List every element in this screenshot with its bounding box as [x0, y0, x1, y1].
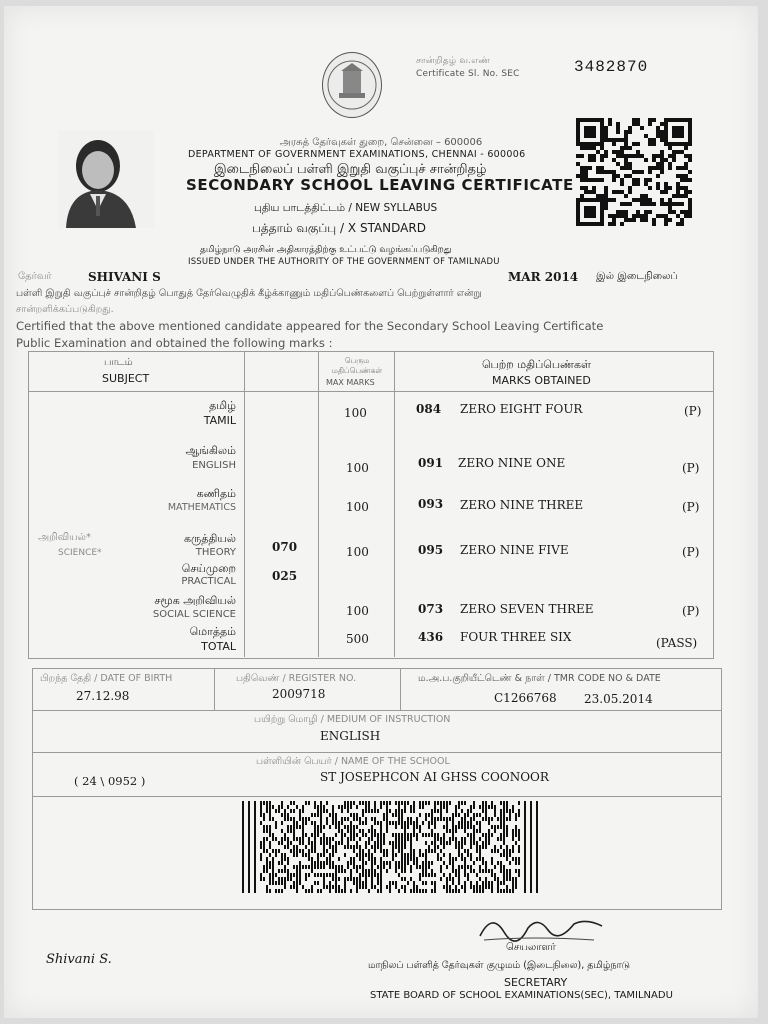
- practical-ta: செய்முறை: [181, 562, 236, 575]
- tmr-code: C1266768: [494, 691, 557, 705]
- department-ta: அரசுத் தேர்வுகள் துறை, சென்னை – 600006: [279, 137, 483, 148]
- pdf417-barcode: [242, 801, 540, 893]
- total-marks: 436: [418, 630, 444, 644]
- dob-label: பிறந்த தேதி / DATE OF BIRTH: [40, 673, 173, 684]
- subject-name: MATHEMATICS: [167, 502, 236, 513]
- board-name: STATE BOARD OF SCHOOL EXAMINATIONS(SEC), TAMILNADU: [370, 990, 673, 1001]
- subject-ta: ஆங்கிலம்: [185, 444, 236, 457]
- obtained-header: MARKS OBTAINED: [492, 374, 591, 387]
- practical-label: PRACTICAL: [181, 576, 236, 587]
- holder-signature: Shivani S.: [46, 952, 112, 967]
- standard: பத்தாம் வகுப்பு / X STANDARD: [252, 221, 426, 235]
- school-code: ( 24 \ 0952 ): [74, 774, 146, 788]
- statement-ta-line1: பள்ளி இறுதி வகுப்புச் சான்றிதழ் பொதுத் தேர்வெழுதிக் கீழ்க்காணும் மதிப்பெண்களைப் பெற்றுள்ளார் என்று: [16, 288, 482, 299]
- register-number: 2009718: [272, 687, 326, 701]
- issued-under-ta: தமிழ்நாடு அரசின் அதிகாரத்திற்கு உட்பட்டு வழங்கப்படுகிறது: [200, 245, 452, 255]
- marks-in-words: ZERO SEVEN THREE: [460, 602, 594, 616]
- subject-ta: கணிதம்: [196, 487, 236, 500]
- subject-name: ENGLISH: [192, 460, 236, 471]
- marks-obtained: 073: [418, 602, 444, 616]
- exam-session: MAR 2014: [508, 270, 579, 284]
- syllabus: புதிய பாடத்திட்டம் / NEW SYLLABUS: [254, 202, 438, 214]
- total-label: TOTAL: [201, 640, 236, 653]
- theory-marks: 070: [272, 540, 298, 554]
- statement-ta-line2: சான்றளிக்கப்படுகிறது.: [16, 304, 114, 315]
- marks-in-words: ZERO NINE THREE: [460, 498, 584, 512]
- max-header: MAX MARKS: [326, 378, 375, 387]
- total-result: (PASS): [656, 636, 698, 650]
- max-header-ta: பெரும மதிப்பெண்கள்: [331, 356, 383, 375]
- science-group-ta: அறிவியல்*: [38, 532, 91, 543]
- qr-code: [576, 118, 694, 228]
- statement-en-line2: Public Examination and obtained the following marks :: [16, 336, 333, 350]
- result: (P): [682, 461, 700, 475]
- subject-ta: சமூக அறிவியல்: [154, 594, 236, 607]
- serial-label-ta: சான்றிதழ் வ.எண்: [416, 56, 491, 66]
- marks-obtained: 084: [416, 402, 442, 416]
- school-name: ST JOSEPHCON AI GHSS COONOOR: [320, 770, 549, 784]
- certificate-title: SECONDARY SCHOOL LEAVING CERTIFICATE: [186, 176, 574, 194]
- candidate-label-ta: தேர்வர்: [18, 271, 52, 282]
- subject-name: THEORY: [195, 547, 236, 558]
- marks-in-words: ZERO NINE ONE: [458, 456, 566, 470]
- subject-header: SUBJECT: [102, 372, 150, 385]
- certificate-page: [4, 6, 758, 1018]
- serial-number: 3482870: [574, 58, 649, 76]
- school-label: பள்ளியின் பெயர் / NAME OF THE SCHOOL: [256, 756, 450, 767]
- issued-under-en: ISSUED UNDER THE AUTHORITY OF THE GOVERNMENT OF TAMILNADU: [188, 257, 500, 267]
- board-name-ta: மாநிலப் பள்ளித் தேர்வுகள் குழுமம் (இடைநிலை), தமிழ்நாடு: [368, 960, 631, 971]
- title-ta: இடைநிலைப் பள்ளி இறுதி வகுப்புச் சான்றிதழ்: [214, 162, 487, 177]
- marks-obtained: 091: [418, 456, 444, 470]
- subject-name: SOCIAL SCIENCE: [152, 609, 236, 620]
- tmr-date: 23.05.2014: [584, 692, 653, 706]
- practical-marks: 025: [272, 569, 298, 583]
- marks-in-words: ZERO EIGHT FOUR: [460, 402, 583, 416]
- tamilnadu-emblem-icon: [322, 52, 382, 118]
- secretary-signature: [474, 906, 614, 946]
- result: (P): [684, 404, 702, 418]
- medium-label: பயிற்று மொழி / MEDIUM OF INSTRUCTION: [254, 714, 451, 725]
- date-of-birth: 27.12.98: [76, 689, 130, 703]
- subject-ta: தமிழ்: [209, 399, 236, 412]
- total-max: 500: [346, 632, 369, 646]
- result: (P): [682, 500, 700, 514]
- total-in-words: FOUR THREE SIX: [460, 630, 572, 644]
- subject-name: TAMIL: [203, 414, 236, 427]
- subject-header-ta: பாடம்: [104, 357, 133, 368]
- medium-of-instruction: ENGLISH: [320, 729, 381, 743]
- register-no-label: பதிவெண் / REGISTER NO.: [236, 673, 357, 684]
- max-marks: 100: [346, 500, 369, 514]
- max-marks: 100: [346, 461, 369, 475]
- candidate-name: SHIVANI S: [88, 270, 161, 284]
- session-suffix-ta: இல் இடைநிலைப்: [596, 271, 678, 282]
- secretary-title-ta: செயலாளர்: [506, 942, 556, 953]
- subject-ta: கருத்தியல்: [184, 532, 236, 545]
- result: (P): [682, 604, 700, 618]
- department-en: DEPARTMENT OF GOVERNMENT EXAMINATIONS, CHENNAI - 600006: [188, 149, 526, 160]
- marks-obtained: 095: [418, 543, 444, 557]
- statement-en-line1: Certified that the above mentioned candidate appeared for the Secondary School Leaving Certificate: [16, 319, 604, 333]
- max-marks: 100: [346, 604, 369, 618]
- secretary-title: SECRETARY: [504, 976, 568, 989]
- marks-obtained: 093: [418, 497, 444, 511]
- marks-in-words: ZERO NINE FIVE: [460, 543, 569, 557]
- science-group: SCIENCE*: [58, 548, 102, 558]
- tmr-label: ம.அ.ப.குறியீட்டெண் & நாள் / TMR CODE NO & DATE: [418, 673, 661, 684]
- result: (P): [682, 545, 700, 559]
- obtained-header-ta: பெற்ற மதிப்பெண்கள்: [482, 358, 591, 371]
- max-marks: 100: [346, 545, 369, 559]
- total-ta: மொத்தம்: [189, 625, 236, 638]
- max-marks: 100: [344, 406, 367, 420]
- serial-label-en: Certificate Sl. No. SEC: [416, 69, 520, 79]
